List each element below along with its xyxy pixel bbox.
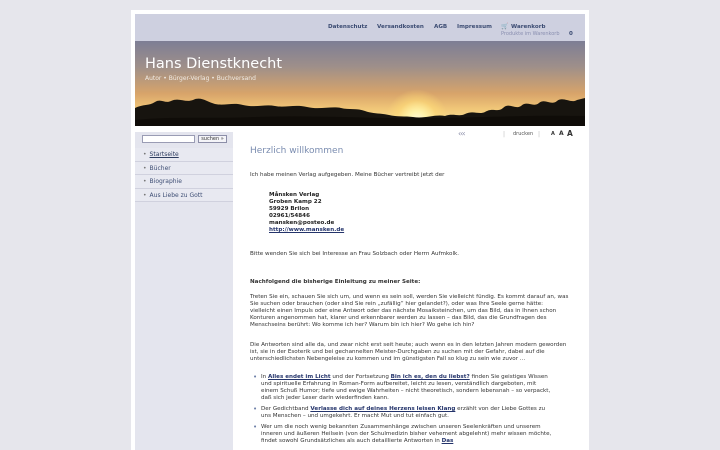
publisher-phone: 02961/54846 [269,213,310,219]
list-item-text: und der Fortsetzung [330,374,391,380]
print-link[interactable]: drucken [513,131,534,137]
intro-text: Ich habe meinen Verlag aufgegeben. Meine Bücher vertreibt jetzt der [250,172,445,178]
book-list [253,374,553,449]
paragraph-1: Treten Sie ein, schauen Sie sich um, und wenn es sein soll, werden Sie vielleicht fündig. Es kommt darauf an, was Sie suchen oder brauchen (oder sind Sie rein „zufällig“ hier gelandet?), oder was Ihre Seele gerne hätte: vielleicht einen Impuls oder eine Antwort oder das nächste Mosaiksteinchen, um das Bild, das in Ihnen schon Konturen angenommen hat, klarer und erkennbarer werden zu lassen – das Bild, das die Grundfragen des Menschseins berührt: Wo komme ich her? Warum bin ich hier? Wo gehe ich hin? [250,294,569,328]
publisher-street: Groben Kamp 22 [269,199,322,205]
back-arrows-icon[interactable]: ‹‹‹ [458,129,465,138]
list-item-text: finden Sie geistiges Wissen und spirituelle Erfahrung in Roman-Form aufbereitet, leicht zu lesen, verständlich dargeboten, mit einem Schuß Humor; tiefe und ewige Wahrheiten – nicht theoretisch, sondern lebensnah – so verpackt, daß sich jeder Leser darin wiederfinden kann. [261,374,551,401]
publisher-email: mansken@posteo.de [269,220,335,226]
bullet-icon: • [253,405,258,413]
font-size-small-button[interactable]: A [551,131,555,137]
list-item [253,424,553,445]
sidebar-menu [135,148,233,202]
bullet-icon: • [143,191,147,199]
search-button[interactable]: suchen » [198,135,227,143]
book-link-bin-ich-es[interactable]: Bin ich es, den du liebst? [390,374,470,380]
contact-text: Bitte wenden Sie sich bei Interesse an Frau Solzbach oder Herrn Aufmkolk. [250,251,460,257]
page-container [131,10,589,450]
list-item-text: Der Gedichtband [261,406,311,412]
sidebar [135,132,233,450]
list-item [253,406,553,420]
cart-count: 0 [569,31,573,37]
book-link-alles-endet-im-licht[interactable]: Alles endet im Licht [267,374,331,380]
cart-status-text: Produkte im Warenkorb [501,31,560,37]
sidebar-item-aus-liebe-zu-gott[interactable] [135,189,233,203]
book-link-das[interactable]: Das [441,438,454,444]
section-subheading: Nachfolgend die bisherige Einleitung zu meiner Seite: [250,279,421,285]
font-size-medium-button[interactable]: A [559,130,564,137]
publisher-city: 59929 Brilon [269,206,310,212]
bullet-icon: • [253,373,258,381]
list-item-text: In [261,374,268,380]
search-input[interactable] [142,135,195,143]
nav-link-versandkosten[interactable]: Versandkosten [377,24,424,30]
treeline-silhouette [135,86,585,126]
list-item-text: Wer um die noch wenig bekannten Zusammenhänge zwischen unseren Seelenkräften und unserem inneren und äußeren Heilsein (von der Schulmedizin bisher vehement abgelehnt) mehr wissen möchte, findet sowohl Grundsätzliches als auch detaillierte Antworten in [261,424,552,444]
site-title: Hans Dienstknecht [145,56,283,72]
list-item-text: erzählt von der Liebe Gottes zu uns Menschen – und umgekehrt. Er macht Mut und tut einfach gut. [261,406,546,419]
font-size-large-button[interactable]: A [567,129,573,138]
toolbar-separator: | [538,131,541,138]
nav-link-warenkorb[interactable]: Warenkorb [511,24,546,30]
toolbar-separator: | [503,131,506,138]
sidebar-item-label: Biographie [149,178,182,185]
publisher-address [269,192,344,234]
bullet-icon: • [143,178,147,185]
sidebar-item-buecher[interactable] [135,162,233,176]
sidebar-item-startseite[interactable] [135,148,233,162]
book-link-verlasse-dich[interactable]: Verlasse dich auf deines Herzens leisen Klang [310,406,456,412]
sidebar-item-biographie[interactable] [135,175,233,189]
bullet-icon: • [253,423,258,431]
nav-link-impressum[interactable]: Impressum [457,24,492,30]
nav-link-datenschutz[interactable]: Datenschutz [328,24,368,30]
list-item [253,374,553,402]
bullet-icon: • [143,164,147,172]
page-title: Herzlich willkommen [250,146,344,156]
nav-link-agb[interactable]: AGB [434,24,448,30]
publisher-name: Månsken Verlag [269,192,320,198]
sidebar-item-label: Startseite [149,151,179,158]
publisher-website-link[interactable]: http://www.mansken.de [269,227,345,233]
bullet-icon: • [143,151,147,158]
site-subtitle: Autor • Bürger-Verlag • Buchversand [145,75,256,82]
sidebar-item-label: Bücher [149,164,171,172]
sidebar-item-label: Aus Liebe zu Gott [149,191,203,199]
paragraph-2: Die Antworten sind alle da, und zwar nicht erst seit heute; auch wenn es in den letzten Jahren modern geworden ist, sie in der Esoterik und bei gechannelten Meister-Durchgaben zu suchen mit der Gefahr, dabei auf die unterschiedlichsten Nebengeleise zu kommen und im günstigsten Fall so klug zu sein wie zuvor ... [250,342,567,362]
shopping-cart-icon[interactable]: 🛒 [501,23,509,30]
sunset-header-banner [135,41,585,126]
